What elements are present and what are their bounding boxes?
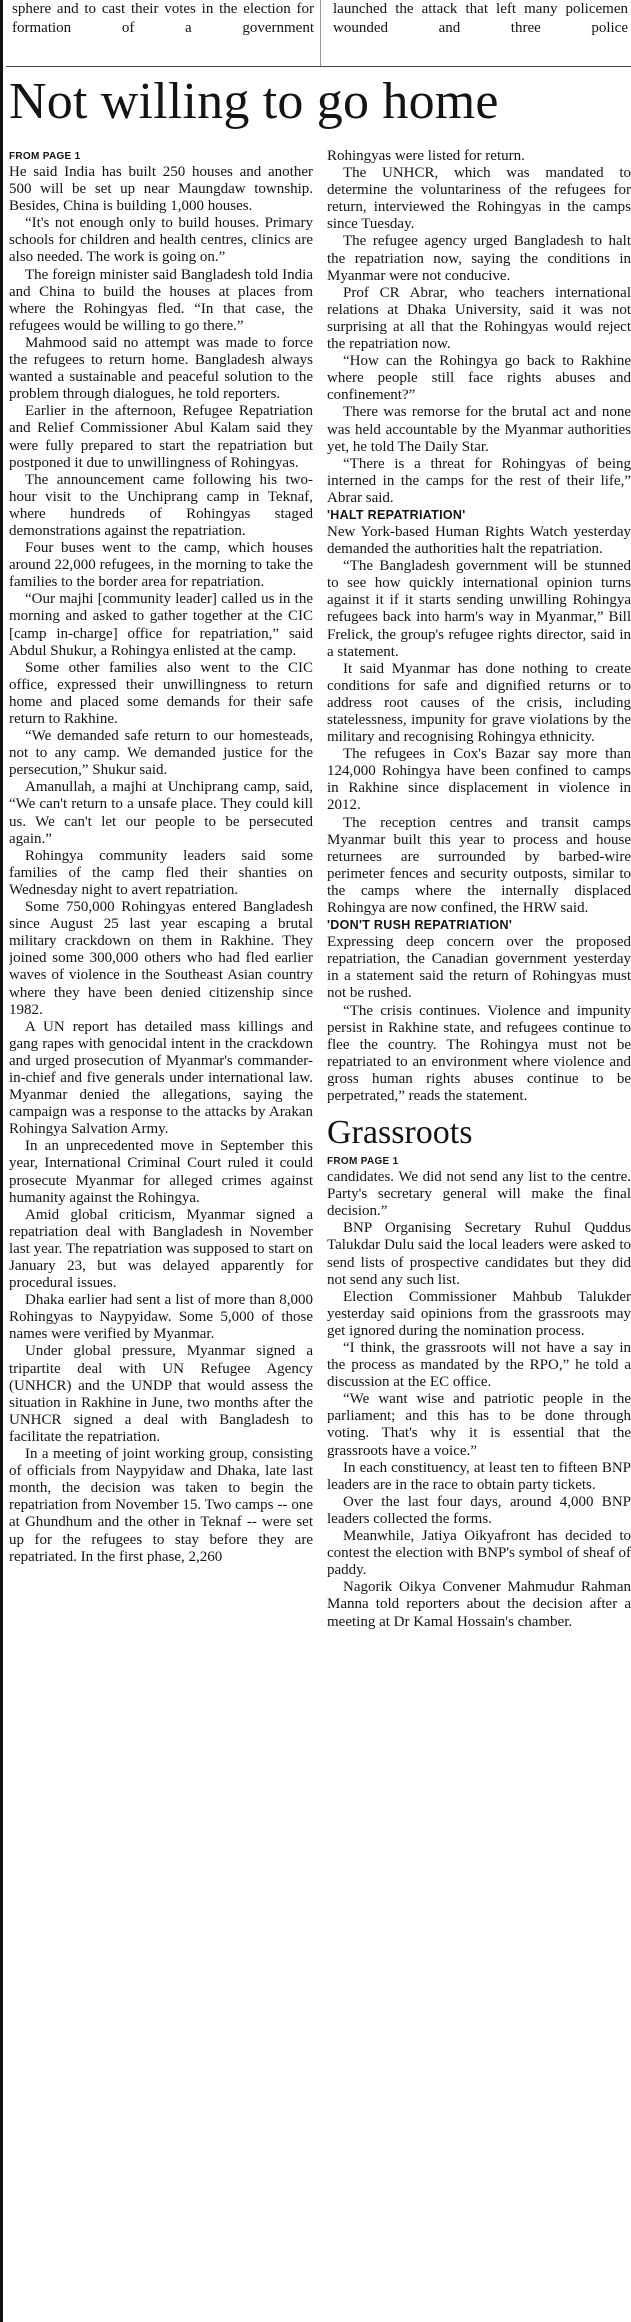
subheading: 'HALT REPATRIATION' xyxy=(327,507,466,522)
article-paragraph: In a meeting of joint working group, consisting of officials from Naypyidaw and Dhaka, late last month, the decision was taken to begin the repatriation from November 15. Two camps -- one at Ghundhum and the other in Teknaf -- were set up for the refugees to stay before they are repatriated. In the first phase, 2,260 xyxy=(9,1446,313,1565)
article-paragraph: “I think, the grassroots will not have a say in the process as mandated by the RPO,” he told a discussion at the EC office. xyxy=(327,1340,631,1391)
article-paragraph: Earlier in the afternoon, Refugee Repatriation and Relief Commissioner Abul Kalam said they were fully prepared to start the repatriation but postponed it due to unwillingness of Rohingyas. xyxy=(9,403,313,471)
second-article-headline: Grassroots xyxy=(327,1114,473,1152)
article-paragraph: It said Myanmar has done nothing to create conditions for safe and dignified returns or to address root causes of the crisis, including statelessness, impunity for grave violations by the military and recognising Rohingya ethnicity. xyxy=(327,660,631,746)
article-paragraph: “We want wise and patriotic people in the parliament; and this has to be done through voting. That's why it is essential that the grassroots have a voice.” xyxy=(327,1391,631,1459)
article-paragraph: “We demanded safe return to our homesteads, not to any camp. We demanded justice for the persecution,” Shukur said. xyxy=(9,728,313,779)
continuation-kicker: FROM PAGE 1 xyxy=(327,1156,399,1168)
previous-article-strip xyxy=(6,0,631,66)
article-paragraph: In an unprecedented move in September this year, International Criminal Court ruled it could prosecute Myanmar for alleged crimes against humanity against the Rohingya. xyxy=(9,1138,313,1206)
article-paragraph: The refugees in Cox's Bazar say more than 124,000 Rohingya have been confined to camps in Rakhine since displacement in violence in 2012. xyxy=(327,746,631,814)
article-paragraph: Expressing deep concern over the proposed repatriation, the Canadian government yesterday in a statement said the return of Rohingyas must not be rushed. xyxy=(327,934,631,1002)
previous-article-left-text: sphere and to cast their votes in the election for formation of a government xyxy=(12,1,314,36)
article-paragraph: Four buses went to the camp, which houses around 22,000 refugees, in the morning to take the families to the border area for repatriation. xyxy=(9,540,313,591)
article-paragraph: “How can the Rohingya go back to Rakhine where people still face rights abuses and confinement?” xyxy=(327,353,631,404)
article-paragraph: There was remorse for the brutal act and none was held accountable by the Myanmar authorities yet, he told The Daily Star. xyxy=(327,404,631,455)
article-paragraph: Meanwhile, Jatiya Oikyafront has decided to contest the election with BNP's symbol of sheaf of paddy. xyxy=(327,1528,631,1579)
article-paragraph: “There is a threat for Rohingyas of being interned in the camps for the rest of their life,” Abrar said. xyxy=(327,455,631,506)
article-paragraph: Amid global criticism, Myanmar signed a repatriation deal with Bangladesh in November last year. The repatriation was supposed to start on January 23, but was delayed apparently for procedural issues. xyxy=(9,1206,313,1292)
article-paragraph: “The crisis continues. Violence and impunity persist in Rakhine state, and refugees continue to flee the country. The Rohingya must not be repatriated to an environment where violence and gross human rights abuses continue to be perpetrated,” reads the statement. xyxy=(327,1002,631,1104)
article-paragraph: BNP Organising Secretary Ruhul Quddus Talukdar Dulu said the local leaders were asked to send lists of prospective candidates but they did not send any such list. xyxy=(327,1220,631,1288)
article-paragraph: “The Bangladesh government will be stunned to see how quickly international opinion turns against it if it starts sending unwilling Rohingya refugees back into harm's way in Myanmar,” Bill Frelick, the group's refugee rights director, said in a statement. xyxy=(327,558,631,660)
continuation-kicker: FROM PAGE 1 xyxy=(9,151,81,162)
article-paragraph: Some other families also went to the CIC office, expressed their unwillingness to return home and placed some demands for their safe return to Rakhine. xyxy=(9,659,313,727)
article-column-1 xyxy=(9,150,313,2320)
article-paragraph: Election Commissioner Mahbub Talukder yesterday said opinions from the grassroots may get ignored during the nomination process. xyxy=(327,1288,631,1339)
article-paragraph: Amanullah, a majhi at Unchiprang camp, said, “We can't return to a unsafe place. They could kill us. We can't let our people to be persecuted again.” xyxy=(9,779,313,847)
article-paragraph: Under global pressure, Myanmar signed a tripartite deal with UN Refugee Agency (UNHCR) and the UNDP that would assess the situation in Rakhine in June, two months after the UNHCR signed a deal with Bangladesh to facilitate the repatriation. xyxy=(9,1343,313,1445)
article-paragraph: The announcement came following his two-hour visit to the Unchiprang camp in Teknaf, where hundreds of Rohingyas staged demonstrations against the repatriation. xyxy=(9,471,313,539)
article-paragraph: The UNHCR, which was mandated to determine the voluntariness of the refugees for return, interviewed the Rohingyas in the camps since Tuesday. xyxy=(327,165,631,233)
article-paragraph: He said India has built 250 houses and another 500 will be set up near Maungdaw township. Besides, China is building 1,000 houses. xyxy=(9,164,313,215)
article-paragraph: “It's not enough only to build houses. Primary schools for children and health centres, clinics are also needed. The work is going on.” xyxy=(9,215,313,266)
article-headline: Not willing to go home xyxy=(9,73,499,130)
subheading: 'DON'T RUSH REPATRIATION' xyxy=(327,918,513,933)
article-paragraph: Over the last four days, around 4,000 BNP leaders collected the forms. xyxy=(327,1493,631,1527)
article-paragraph: The refugee agency urged Bangladesh to halt the repatriation now, saying the conditions in Myanmar were not conducive. xyxy=(327,233,631,284)
article-paragraph: Nagorik Oikya Convener Mahmudur Rahman Manna told reporters about the decision after a meeting at Dr Kamal Hossain's chamber. xyxy=(327,1579,631,1630)
previous-article-right-text: launched the attack that left many policemen wounded and three police xyxy=(333,1,628,36)
article-column-2 xyxy=(327,148,631,2320)
article-paragraph: Prof CR Abrar, who teachers international relations at Dhaka University, said it was not surprising at all that the Rohingyas would reject the repatriation now. xyxy=(327,284,631,353)
article-paragraph: candidates. We did not send any list to the centre. Party's secretary general will make the final decision.” xyxy=(327,1169,631,1220)
article-paragraph: The foreign minister said Bangladesh told India and China to build the houses at places from where the Rohingyas fled. “In that case, the refugees would be willing to go there.” xyxy=(9,266,313,334)
article-paragraph: “Our majhi [community leader] called us in the morning and asked to gather together at the CIC [camp in-charge] office for repatriation,” said Abdul Shukur, a Rohingya enlisted at the camp. xyxy=(9,591,313,659)
article-paragraph: The reception centres and transit camps Myanmar built this year to process and house returnees are surrounded by barbed-wire perimeter fences and security outposts, similar to the camps where the internally displaced Rohingya are now confined, the HRW said. xyxy=(327,814,631,917)
previous-article-right-column xyxy=(320,0,631,66)
article-paragraph: New York-based Human Rights Watch yesterday demanded the authorities halt the repatriation. xyxy=(327,523,631,558)
previous-article-left-column xyxy=(6,0,320,66)
article-paragraph: In each constituency, at least ten to fifteen BNP leaders are in the race to obtain party tickets. xyxy=(327,1459,631,1493)
article-paragraph: Rohingya community leaders said some families of the camp fled their shanties on Wednesday night to avert repatriation. xyxy=(9,847,313,898)
article-paragraph: Some 750,000 Rohingyas entered Bangladesh since August 25 last year escaping a brutal military crackdown on them in Rakhine. They joined some 300,000 others who had fled earlier waves of violence in the Southeast Asian country where they have been denied citizenship since 1982. xyxy=(9,899,313,1018)
article-paragraph: Dhaka earlier had sent a list of more than 8,000 Rohingyas to Naypyidaw. Some 5,000 of those names were verified by Myanmar. xyxy=(9,1292,313,1343)
article-paragraph: Rohingyas were listed for return. xyxy=(327,148,525,164)
section-divider xyxy=(6,66,631,67)
article-paragraph: Mahmood said no attempt was made to force the refugees to return home. Bangladesh always wanted a sustainable and peaceful solution to the problem through dialogues, he told reporters. xyxy=(9,334,313,403)
article-paragraph: A UN report has detailed mass killings and gang rapes with genocidal intent in the crackdown and urged prosecution of Myanmar's commander-in-chief and five generals under international law. Myanmar denied the allegations, saying the campaign was a response to the attacks by Arakan Rohingya Salvation Army. xyxy=(9,1018,313,1138)
